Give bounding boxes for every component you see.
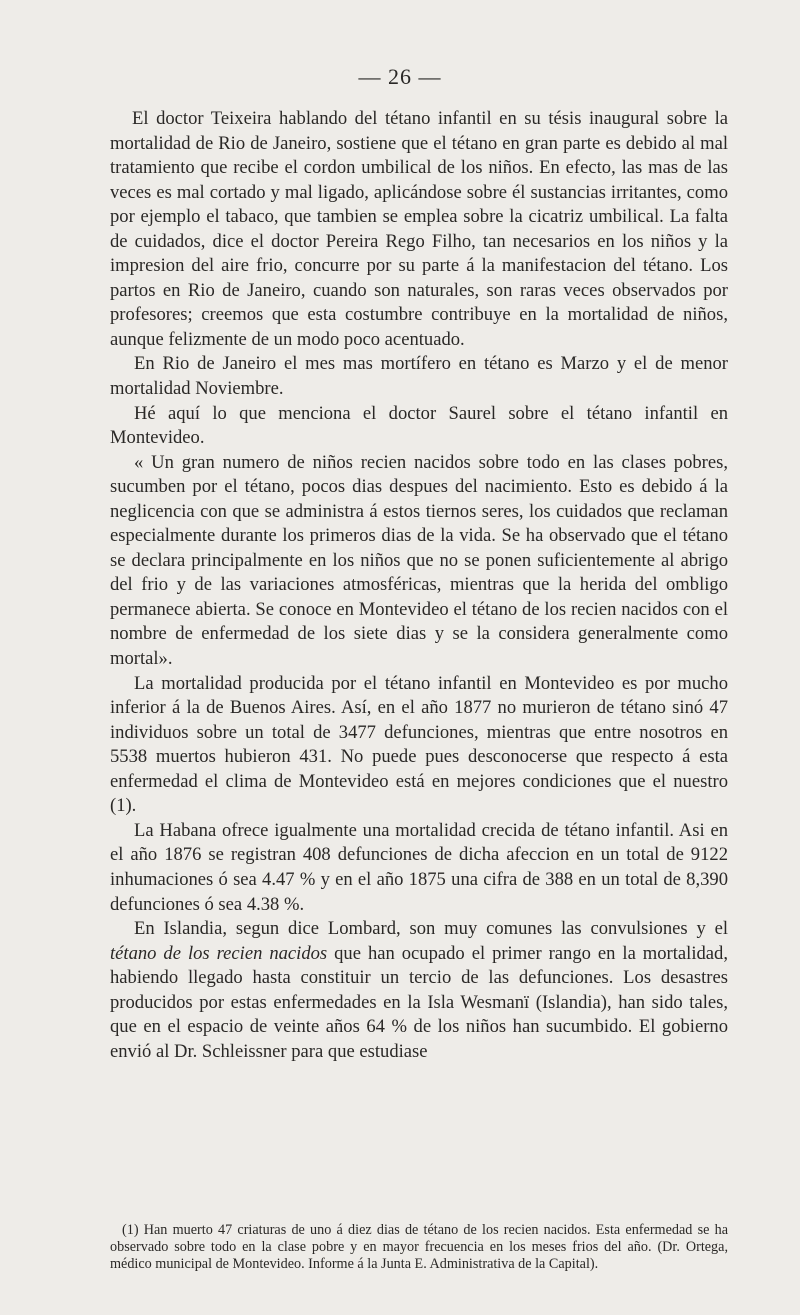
paragraph-rio-months: En Rio de Janeiro el mes mas mortífero en tétano es Marzo y el de menor mortalidad Noviembre. [110, 353, 728, 400]
islandia-text-end: que han ocupado el primer rango en la mortalidad, habiendo llegado hasta constituir un tercio de las defunciones. Los desastres producidos por estas enfermedades en la Isla Wesmanï (Islandia), han sido tales, que en el espacio de veinte años 64 % de los niños han sucumbido. El gobierno envió al Dr. Schleissner para que estudiase [110, 942, 728, 1062]
body-text [110, 107, 728, 1064]
footnote [110, 1222, 728, 1274]
islandia-italic-term: tétano de los recien nacidos [110, 942, 328, 964]
paragraph-montevideo-mortality: La mortalidad producida por el tétano infantil en Montevideo es por mucho inferior á la de Buenos Aires. Así, en el año 1877 no murieron de tétano sinó 47 individuos sobre un total de 3477 defunciones, mientras que entre nosotros en 5538 muertos hubieron 431. No puede pues desconocerse que respecto á esta enfermedad el clima de Montevideo está en mejores condiciones que el nuestro (1). [110, 672, 728, 817]
footnote-text: (1) Han muerto 47 criaturas de uno á diez dias de tétano de los recien nacidos. Esta enfermedad se ha observado sobre todo en la clase pobre y en mayor frecuencia en los meses frios del año. (Dr. Ortega, médico municipal de Montevideo. Informe á la Junta E. Administrativa de la Capital). [110, 1222, 728, 1273]
islandia-text-start: En Islandia, segun dice Lombard, son muy comunes las convulsiones y el [134, 918, 728, 940]
paragraph-teixeira: El doctor Teixeira hablando del tétano infantil en su tésis inaugural sobre la mortalidad de Rio de Janeiro, sostiene que el tétano en gran parte es debido al mal tratamiento que recibe el cordon umbilical de los niños. En efecto, las mas de las veces es mal cortado y mal ligado, aplicándose sobre él sustancias irritantes, como por ejemplo el tabaco, que tambien se emplea sobre la cicatriz umbilical. La falta de cuidados, dice el doctor Pereira Rego Filho, tan necesarios en los niños y la impresion del aire frio, concurre por su parte á la manifestacion del tétano. Los partos en Rio de Janeiro, cuando son naturales, son raras veces observados por profesores; creemos que esta costumbre contribuye en la mortalidad de niños, aunque felizmente de un modo poco acentuado. [110, 108, 728, 350]
paragraph-habana: La Habana ofrece igualmente una mortalidad crecida de tétano infantil. Asi en el año 1876 se registran 408 defunciones de dicha afeccion en un total de 9122 inhumaciones ó sea 4.47 % y en el año 1875 una cifra de 388 en un total de 8,390 defunciones ó sea 4.38 %. [110, 819, 728, 915]
paragraph-saurel-quote: « Un gran numero de niños recien nacidos sobre todo en las clases pobres, sucumben por el tétano, pocos dias despues del nacimiento. Esto es debido á la neglicencia con que se administra á estos tiernos seres, los cuidados que reclaman especialmente durante los primeros dias de la vida. Se ha observado que el tétano se declara principalmente en los niños que no se ponen suficientemente al abrigo del frio y de las variaciones atmosféricas, mientras que la herida del ombligo permanece abierta. Se conoce en Montevideo el tétano de los recien nacidos con el nombre de enfermedad de los siete dias y se la considera generalmente como mortal». [110, 451, 728, 670]
paragraph-saurel-intro: Hé aquí lo que menciona el doctor Saurel sobre el tétano infantil en Montevideo. [110, 402, 728, 449]
page-number: — 26 — [358, 64, 442, 89]
paragraph-islandia [110, 917, 728, 1064]
